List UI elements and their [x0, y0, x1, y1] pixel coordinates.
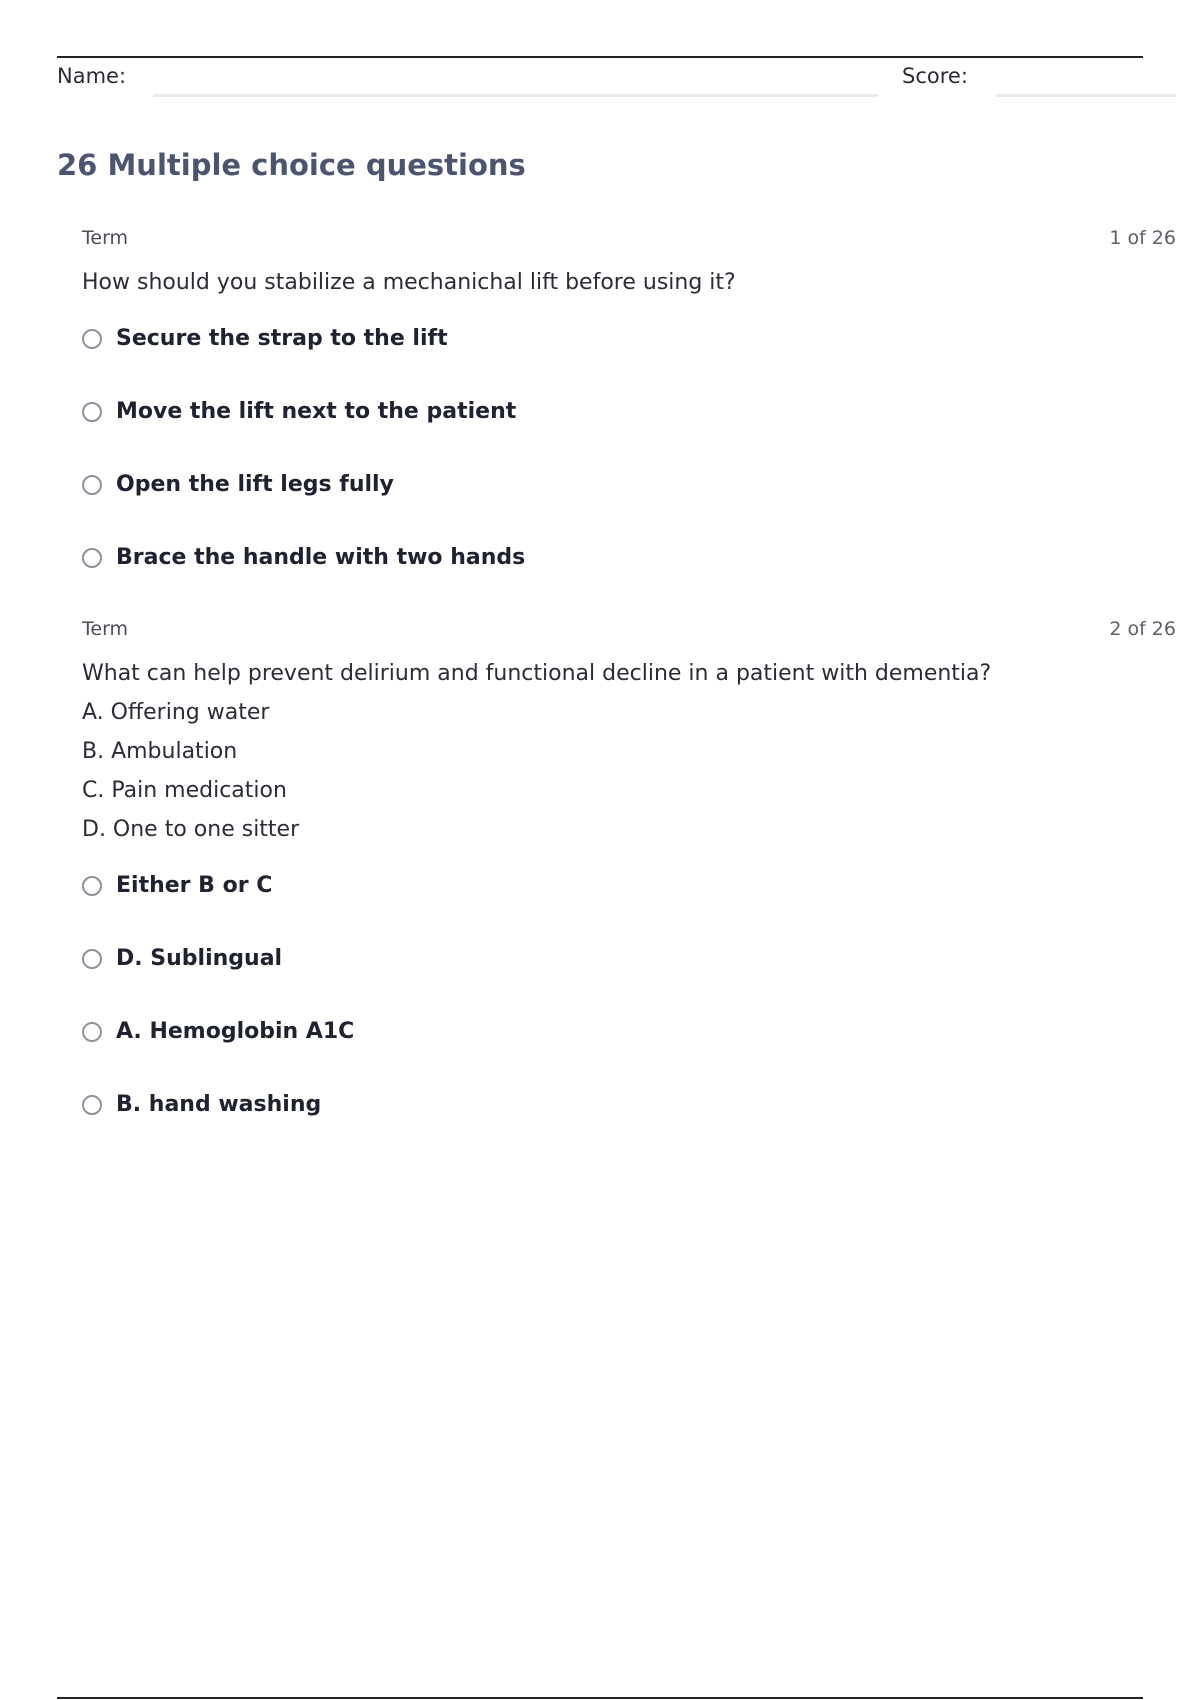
answer-option[interactable]: [82, 302, 1176, 375]
answer-option[interactable]: [82, 995, 1176, 1068]
option-label: Brace the handle with two hands: [116, 545, 526, 570]
prompt-line: A. Offering water: [82, 700, 270, 725]
top-rule: [57, 56, 1143, 58]
question-header: [82, 616, 1176, 646]
option-label: D. Sublingual: [116, 946, 283, 971]
score-label: Score:: [902, 64, 968, 88]
option-label: Secure the strap to the lift: [116, 326, 448, 351]
radio-button-icon[interactable]: [82, 1095, 102, 1115]
answer-option[interactable]: [82, 849, 1176, 922]
answer-options: [82, 849, 1176, 1141]
option-label: Open the lift legs fully: [116, 472, 394, 497]
prompt-line: D. One to one sitter: [82, 817, 300, 842]
question-prompt: [82, 263, 1176, 302]
question-counter: 1 of 26: [1109, 227, 1176, 249]
option-label: Move the lift next to the patient: [116, 399, 517, 424]
answer-option[interactable]: [82, 521, 1176, 594]
radio-button-icon[interactable]: [82, 1022, 102, 1042]
option-label: Either B or C: [116, 873, 273, 898]
question-kind: Term: [82, 618, 129, 640]
radio-button-icon[interactable]: [82, 876, 102, 896]
radio-button-icon[interactable]: [82, 402, 102, 422]
name-label: Name:: [57, 64, 127, 88]
prompt-line: C. Pain medication: [82, 778, 287, 803]
option-label: B. hand washing: [116, 1092, 322, 1117]
option-label: A. Hemoglobin A1C: [116, 1019, 355, 1044]
answer-option[interactable]: [82, 922, 1176, 995]
radio-button-icon[interactable]: [82, 329, 102, 349]
prompt-line: B. Ambulation: [82, 739, 238, 764]
question-card-1: [82, 225, 1176, 594]
answer-option[interactable]: [82, 448, 1176, 521]
bottom-rule: [57, 1697, 1143, 1699]
radio-button-icon[interactable]: [82, 475, 102, 495]
question-counter: 2 of 26: [1109, 618, 1176, 640]
section-title: 26 Multiple choice questions: [57, 148, 526, 182]
radio-button-icon[interactable]: [82, 949, 102, 969]
name-field[interactable]: [153, 94, 878, 97]
answer-option[interactable]: [82, 375, 1176, 448]
score-field[interactable]: [996, 94, 1176, 97]
answer-options: [82, 302, 1176, 594]
prompt-line: How should you stabilize a mechanichal lift before using it?: [82, 270, 736, 295]
prompt-line: What can help prevent delirium and functional decline in a patient with dementia?: [82, 661, 992, 686]
radio-button-icon[interactable]: [82, 548, 102, 568]
question-card-2: [82, 616, 1176, 1141]
question-header: [82, 225, 1176, 255]
question-prompt: [82, 654, 1176, 849]
answer-option[interactable]: [82, 1068, 1176, 1141]
question-kind: Term: [82, 227, 129, 249]
